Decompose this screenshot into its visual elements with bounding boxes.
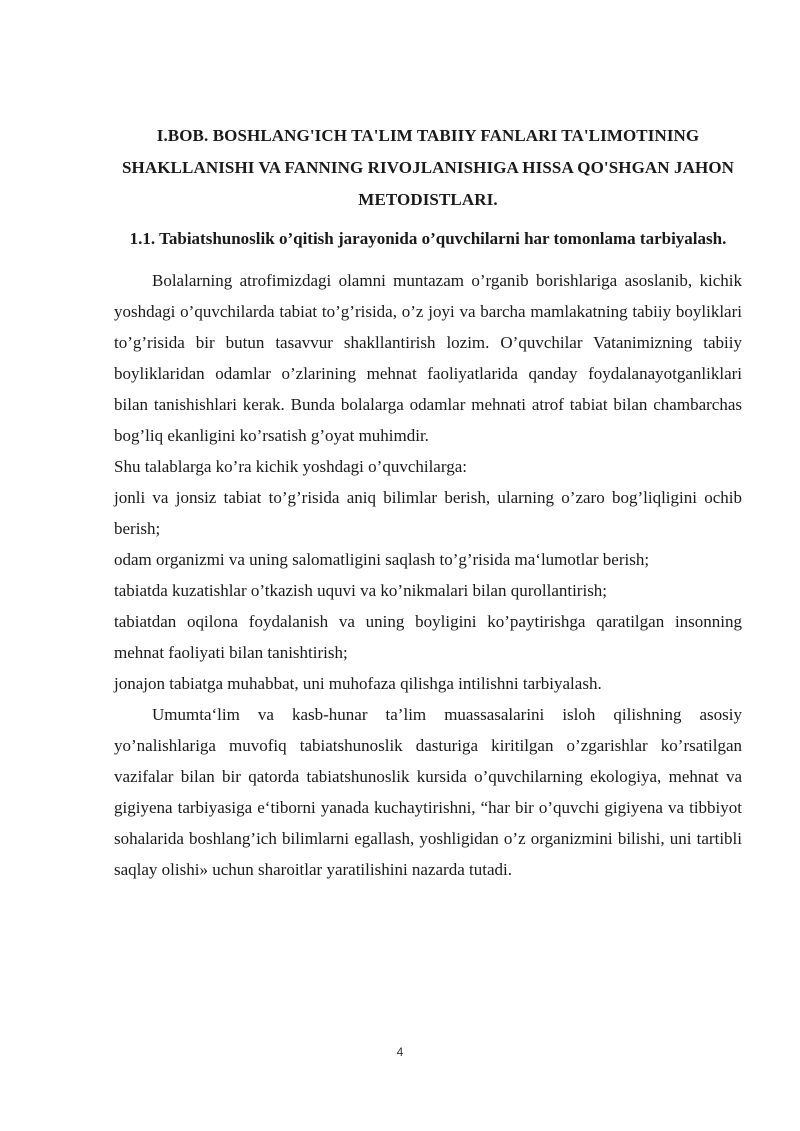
list-item: jonajon tabiatga muhabbat, uni muhofaza qilishga intilishni tarbiyalash.	[114, 674, 602, 693]
chapter-title: I.BOB. BOSHLANG'ICH TA'LIM TABIIY FANLARI TA'LIMOTINING SHAKLLANISHI VA FANNING RIVOJLANISHIGA HISSA QO'SHGAN JAHON METODISTLARI.	[121, 126, 735, 209]
section-title: 1.1. Tabiatshunoslik o’qitish jarayonida o’quvchilarni har tomonlama tarbiyalash.	[129, 229, 727, 248]
body-paragraph-1: Bolalarning atrofimizdagi olamni muntazam o’rganib borishlariga asoslanib, kichik yoshdagi o’quvchilarda tabiat to’g’risida, o’z joyi va barcha mamlakatning tabiiy boyliklari to’g’risida bir butun tasavvur shakllantirish lozim. O’quvchilar Vatanimizning tabiiy boyliklaridan odamlar o’zlarining mehnat faoliyatlarida qanday foydalanayotganliklari bilan tanishishlari kerak. Bunda bolalarga odamlar mehnati atrof tabiat bilan chambarchas bog’liq ekanligini ko’rsatish g’oyat muhimdir.	[114, 271, 742, 445]
document-page	[114, 120, 742, 885]
list-item: jonli va jonsiz tabiat to’g’risida aniq bilimlar berish, ularning o’zaro bog’liqligini ochib berish;	[114, 488, 742, 538]
intro-line: Shu talablarga ko’ra kichik yoshdagi o’quvchilarga:	[114, 457, 467, 476]
list-item: odam organizmi va uning salomatligini saqlash to’g’risida ma‘lumotlar berish;	[114, 550, 650, 569]
page-number: 4	[396, 1045, 404, 1059]
list-item: tabiatdan oqilona foydalanish va uning boyligini ko’paytirishga qaratilgan insonning mehnat faoliyati bilan tanishtirish;	[114, 612, 742, 662]
body-paragraph-2: Umumta‘lim va kasb-hunar ta’lim muassasalarini isloh qilishning asosiy yo’nalishlariga muvofiq tabiatshunoslik dasturiga kiritilgan o’zgarishlar ko’rsatilgan vazifalar bilan bir qatorda tabiatshunoslik kursida o’quvchilarning ekologiya, mehnat va gigiyena tarbiyasiga e‘tiborni yanada kuchaytirishni, “har bir o’quvchi gigiyena va tibbiyot sohalarida boshlang’ich bilimlarni egallash, yoshligidan o’z organizmini bilishi, uni tartibli saqlay olishi» uchun sharoitlar yaratilishini nazarda tutadi.	[114, 705, 742, 879]
list-item: tabiatda kuzatishlar o’tkazish uquvi va ko’nikmalari bilan qurollantirish;	[114, 581, 608, 600]
